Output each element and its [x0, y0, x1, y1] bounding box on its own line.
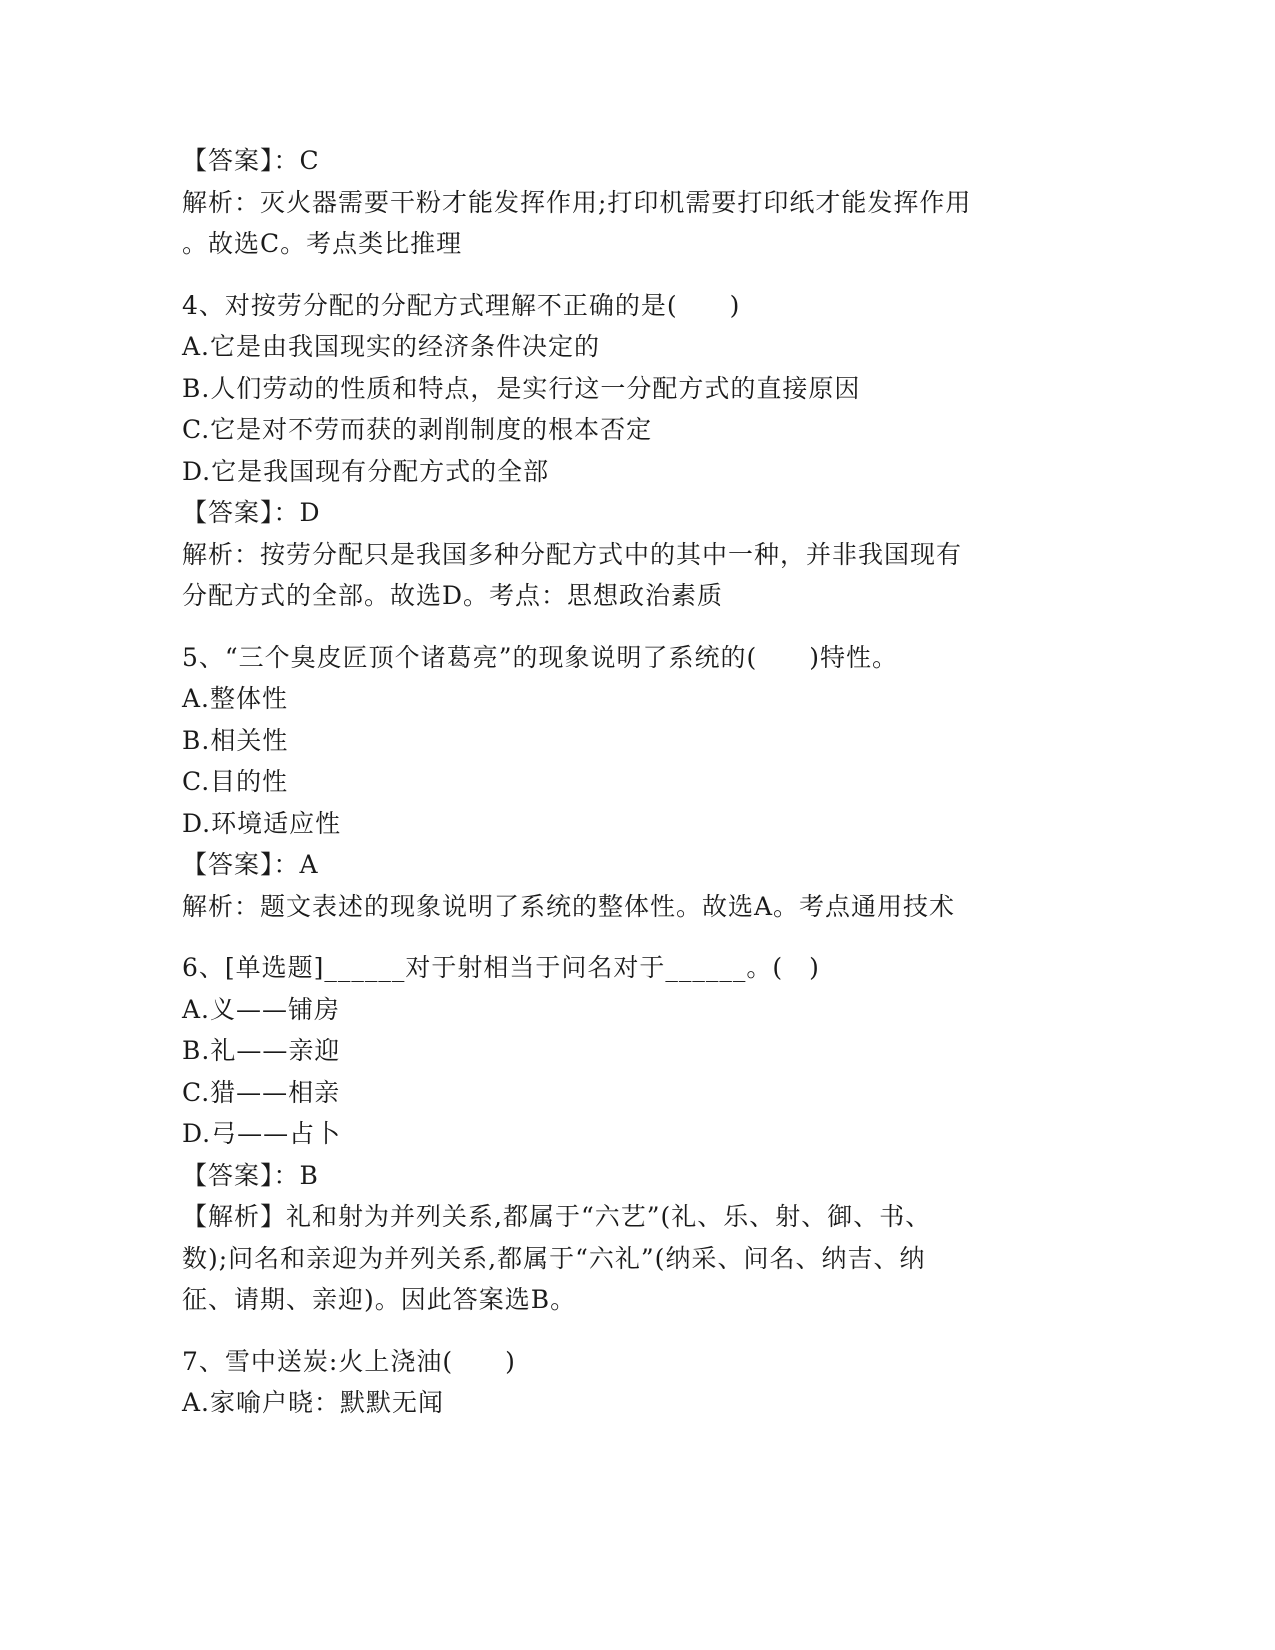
answer-line: 【答案】：A — [182, 850, 319, 879]
option-a: A.家喻户晓：默默无闻 — [182, 1388, 445, 1417]
spacer — [182, 1321, 1082, 1341]
option-c: C.它是对不劳而获的剥削制度的根本否定 — [182, 415, 653, 444]
answer-line: 【答案】：C — [182, 146, 320, 175]
option-a: A.义——铺房 — [182, 994, 341, 1024]
option-c: C.目的性 — [182, 767, 289, 796]
explanation-line: 【解析】礼和射为并列关系,都属于“六艺”(礼、乐、射、御、书、 — [182, 1202, 932, 1231]
question-stem: 5、“三个臭皮匠顶个诸葛亮”的现象说明了系统的( )特性。 — [182, 642, 898, 672]
block-q3-answer — [182, 140, 1082, 265]
option-c: C.猎——相亲 — [182, 1077, 341, 1107]
explanation-line: 解析：按劳分配只是我国多种分配方式中的其中一种，并非我国现有 — [182, 539, 963, 569]
document-page — [182, 140, 1082, 1424]
answer-line: 【答案】：D — [182, 498, 321, 527]
option-a: A.它是由我国现实的经济条件决定的 — [182, 332, 601, 361]
spacer — [182, 265, 1082, 285]
explanation-line: 数);问名和亲迎为并列关系,都属于“六礼”(纳采、问名、纳吉、纳 — [182, 1243, 926, 1273]
question-stem: 6、[单选题]______对于射相当于问名对于______。( ) — [182, 953, 820, 982]
block-question-7 — [182, 1341, 1082, 1424]
block-question-5 — [182, 637, 1082, 928]
explanation-line: 解析：灭火器需要干粉才能发挥作用;打印机需要打印纸才能发挥作用 — [182, 187, 972, 217]
option-b: B.人们劳动的性质和特点，是实行这一分配方式的直接原因 — [182, 373, 861, 403]
block-question-6 — [182, 947, 1082, 1321]
explanation-line: 征、请期、亲迎)。因此答案选B。 — [182, 1285, 577, 1314]
question-stem: 4、对按劳分配的分配方式理解不正确的是( ) — [182, 290, 741, 320]
option-b: B.相关性 — [182, 725, 289, 755]
explanation-line: 。故选C。考点类比推理 — [182, 229, 463, 258]
question-stem: 7、雪中送炭:火上浇油( ) — [182, 1346, 516, 1376]
answer-line: 【答案】：B — [182, 1160, 319, 1190]
option-b: B.礼——亲迎 — [182, 1036, 341, 1065]
option-d: D.环境适应性 — [182, 808, 342, 838]
option-d: D.弓——占卜 — [182, 1119, 342, 1148]
option-a: A.整体性 — [182, 684, 289, 713]
spacer — [182, 617, 1082, 637]
block-question-4 — [182, 285, 1082, 617]
explanation-line: 分配方式的全部。故选D。考点：思想政治素质 — [182, 581, 724, 610]
explanation-line: 解析：题文表述的现象说明了系统的整体性。故选A。考点通用技术 — [182, 891, 956, 921]
spacer — [182, 927, 1082, 947]
option-d: D.它是我国现有分配方式的全部 — [182, 456, 550, 486]
